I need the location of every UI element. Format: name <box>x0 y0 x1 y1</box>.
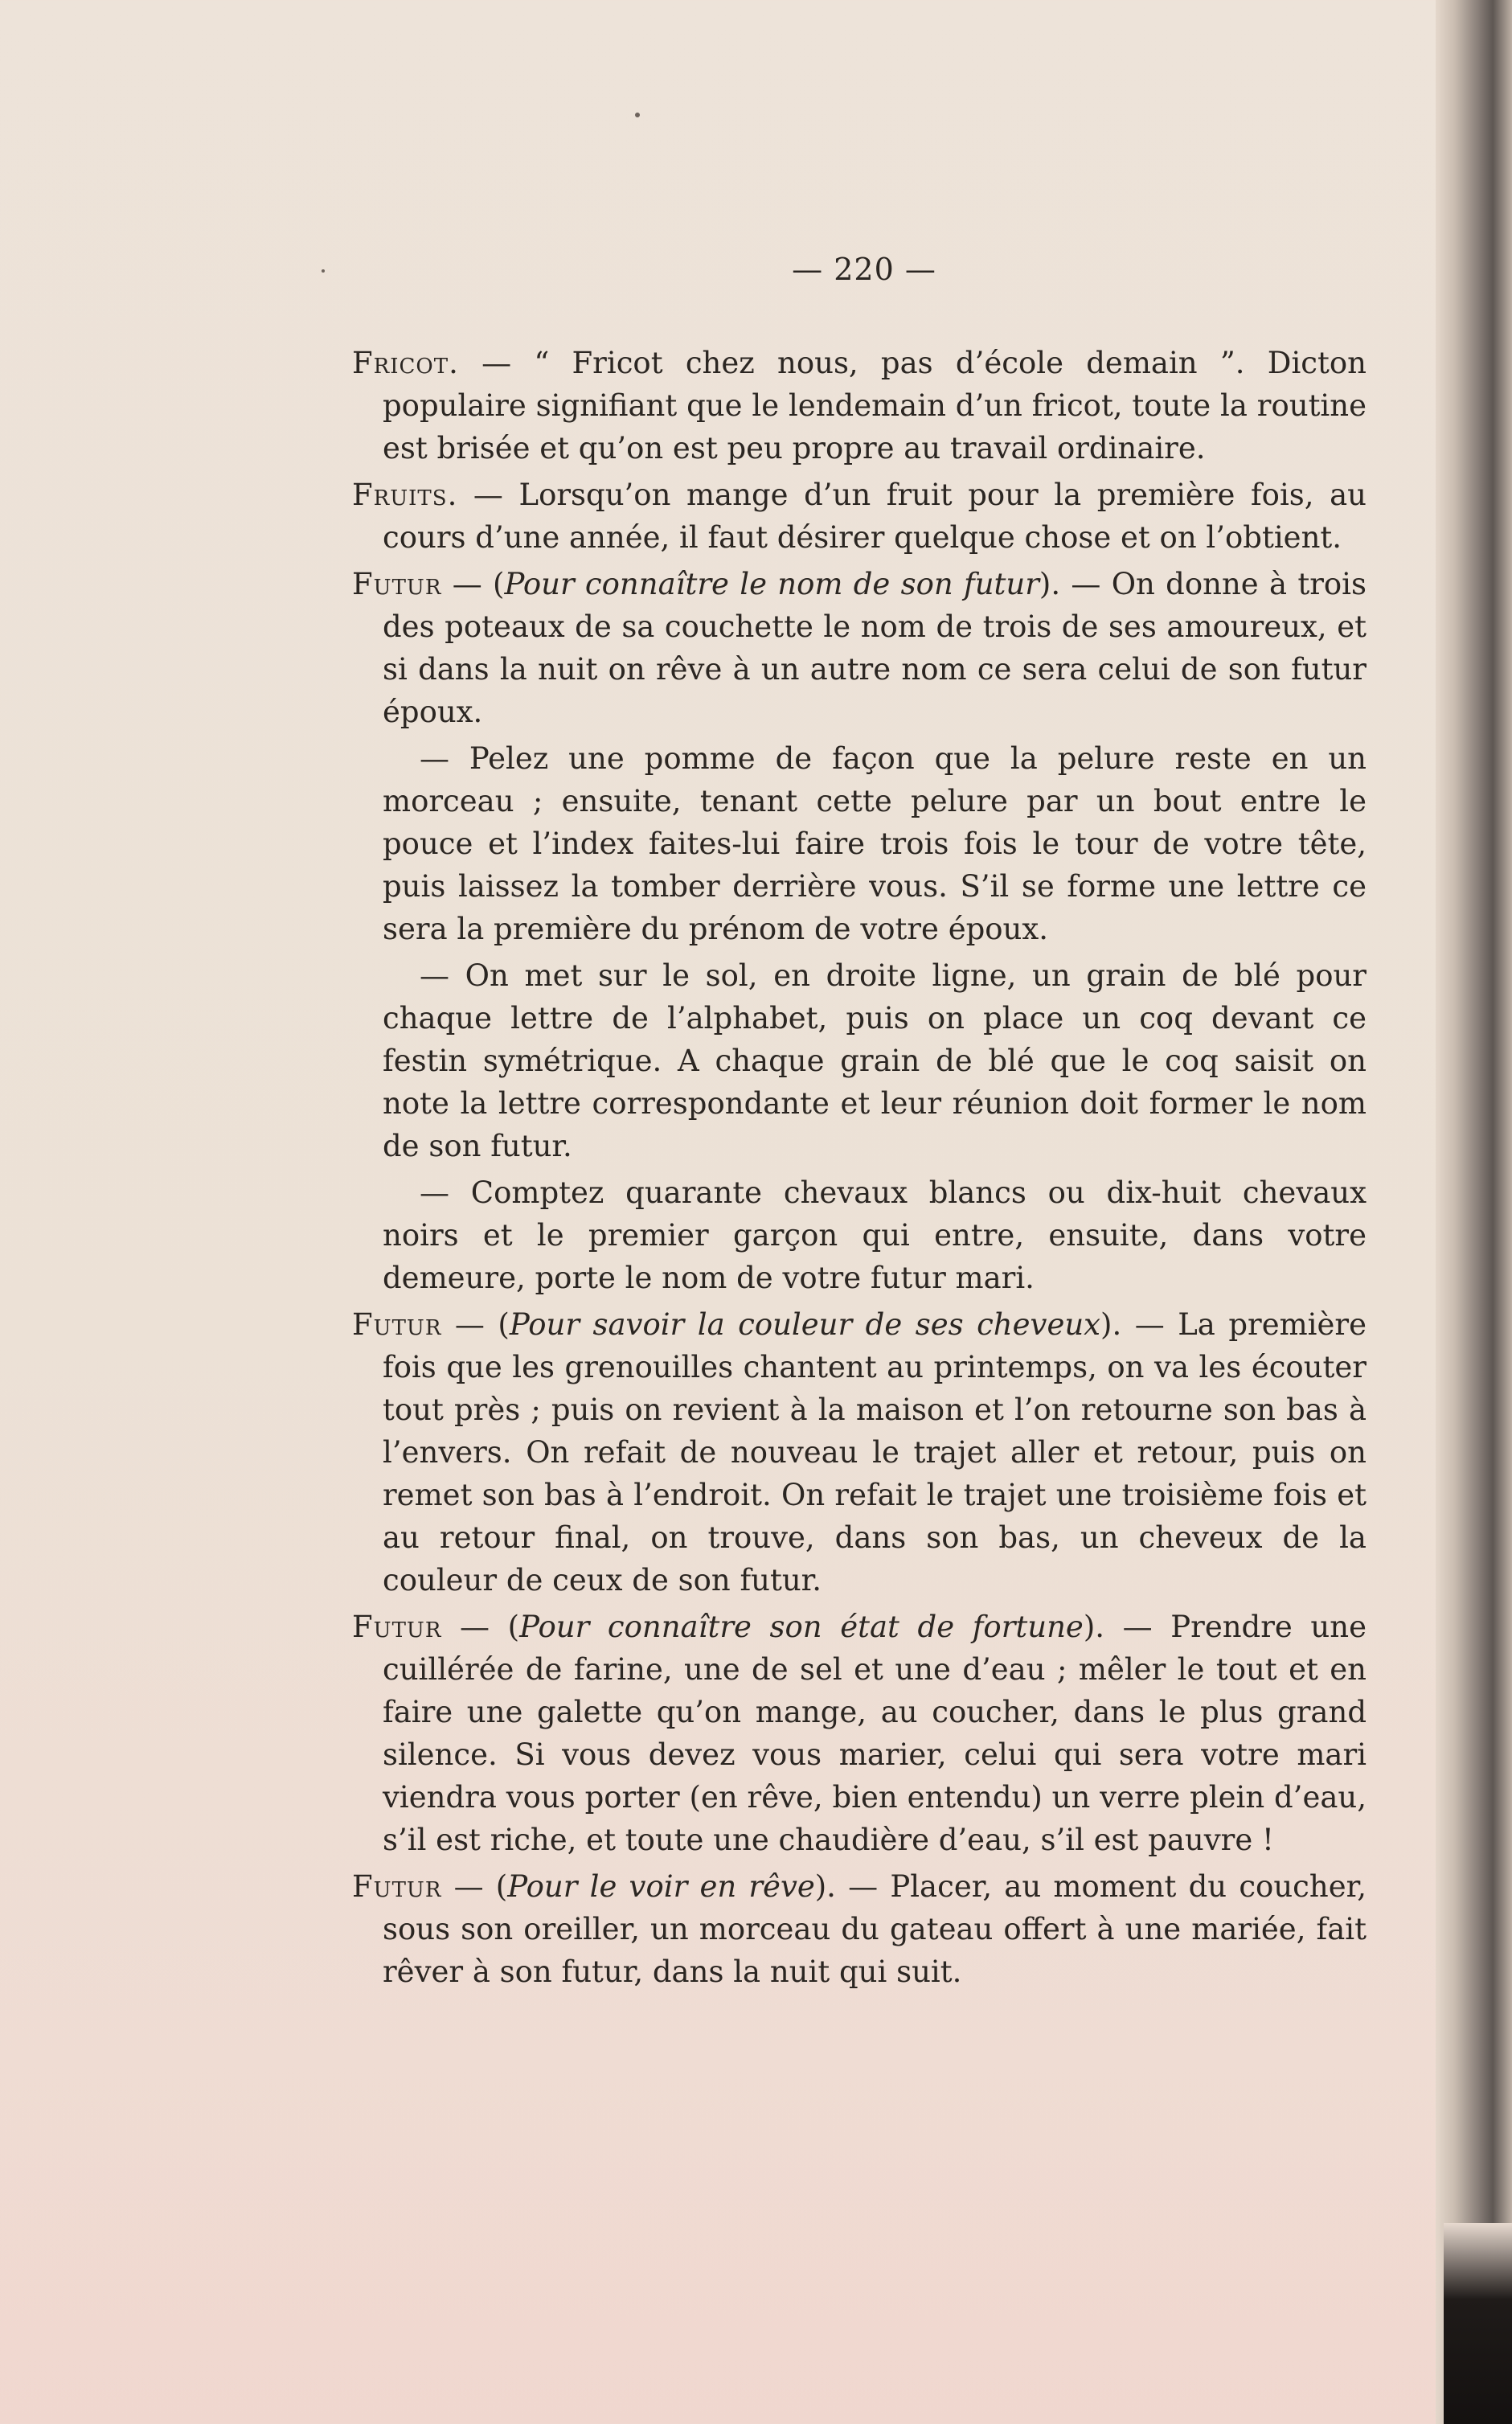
entry-futur-fortune <box>352 1606 1367 1861</box>
entry-futur-nom <box>352 563 1367 733</box>
entry-subtitle: Pour connaître son état de fortune <box>519 1610 1084 1644</box>
entry-headword: Futur <box>352 1610 442 1644</box>
entry-text: ). — Placer, au moment du coucher, sous son oreiller, un morceau du gateau offert à une mariée, fait rêver à son futur, dans la nuit qui suit. <box>383 1869 1367 1989</box>
page-edge-shadow <box>1436 0 1512 2424</box>
entry-fricot <box>352 342 1367 470</box>
entry-paragraph: — Pelez une pomme de façon que la pelure reste en un morceau ; ensuite, tenant cette pelure par un bout entre le pouce et l’index faites-lui faire trois fois le tour de votre tête, puis laissez la tomber derrière vous. S’il se forme une lettre ce sera la première du prénom de votre époux. <box>383 741 1367 946</box>
entry-dash: — ( <box>441 1307 510 1342</box>
dictionary-text <box>352 342 1367 1997</box>
entry-futur-cheveux <box>352 1303 1367 1602</box>
entry-paragraph: — Comptez quarante chevaux blancs ou dix-huit chevaux noirs et le premier garçon qui entre, ensuite, dans votre demeure, porte le nom de votre futur mari. <box>383 1175 1367 1295</box>
paper-speck <box>635 113 640 117</box>
entry-headword: Fricot. <box>352 346 459 380</box>
entry-headword: Futur <box>352 1869 442 1904</box>
entry-dash: — ( <box>441 567 505 601</box>
entry-subtitle: Pour connaître le nom de son futur <box>504 567 1039 601</box>
entry-paragraph: — On met sur le sol, en droite ligne, un grain de blé pour chaque lettre de l’alphabet, puis on place un coq devant ce festin symétrique. A chaque grain de blé que le coq saisit on note la lettre correspondante et leur réunion doit former le nom de son futur. <box>383 958 1367 1163</box>
entry-text: — Lorsqu’on mange d’un fruit pour la première fois, au cours d’une année, il faut désirer quelque chose et on l’obtient. <box>383 478 1367 555</box>
entry-text: ). — La première fois que les grenouilles chantent au printemps, on va les écouter tout près ; puis on revient à la maison et l’on retourne son bas à l’envers. On refait de nouveau le trajet aller et retour, puis on remet son bas à l’endroit. On refait le trajet une troisième fois et au retour final, on trouve, dans son bas, un cheveux de la couleur de ceux de son futur. <box>383 1307 1367 1598</box>
entry-subtitle: Pour le voir en rêve <box>507 1869 815 1904</box>
entry-text: ). — On donne à trois des poteaux de sa couchette le nom de trois de ses amoureux, et si dans la nuit on rêve à un autre nom ce sera celui de son futur époux. <box>383 567 1367 729</box>
entry-text: — “ Fricot chez nous, pas d’école demain ”. Dicton populaire signifiant que le lendemain d’un fricot, toute la routine est brisée et qu’on est peu propre au travail ordinaire. <box>383 346 1367 466</box>
entry-dash: — ( <box>441 1869 508 1904</box>
entry-text: ). — Prendre une cuillérée de farine, une de sel et une d’eau ; mêler le tout et en faire une galette qu’on mange, au coucher, dans le plus grand silence. Si vous devez vous marier, celui qui sera votre mari viendra vous porter (en rêve, bien entendu) un verre plein d’eau, s’il est riche, et toute une chaudière d’eau, s’il est pauvre ! <box>383 1610 1367 1857</box>
entry-headword: Fruits. <box>352 478 458 512</box>
page-edge-dark-corner <box>1444 2223 1512 2424</box>
page-number: — 220 — <box>792 252 936 287</box>
entry-headword: Futur <box>352 567 442 601</box>
entry-dash: — ( <box>441 1610 520 1644</box>
entry-fruits <box>352 474 1367 559</box>
entry-headword: Futur <box>352 1307 442 1342</box>
entry-subtitle: Pour savoir la couleur de ses cheveux <box>509 1307 1101 1342</box>
entry-futur-reve <box>352 1865 1367 1993</box>
